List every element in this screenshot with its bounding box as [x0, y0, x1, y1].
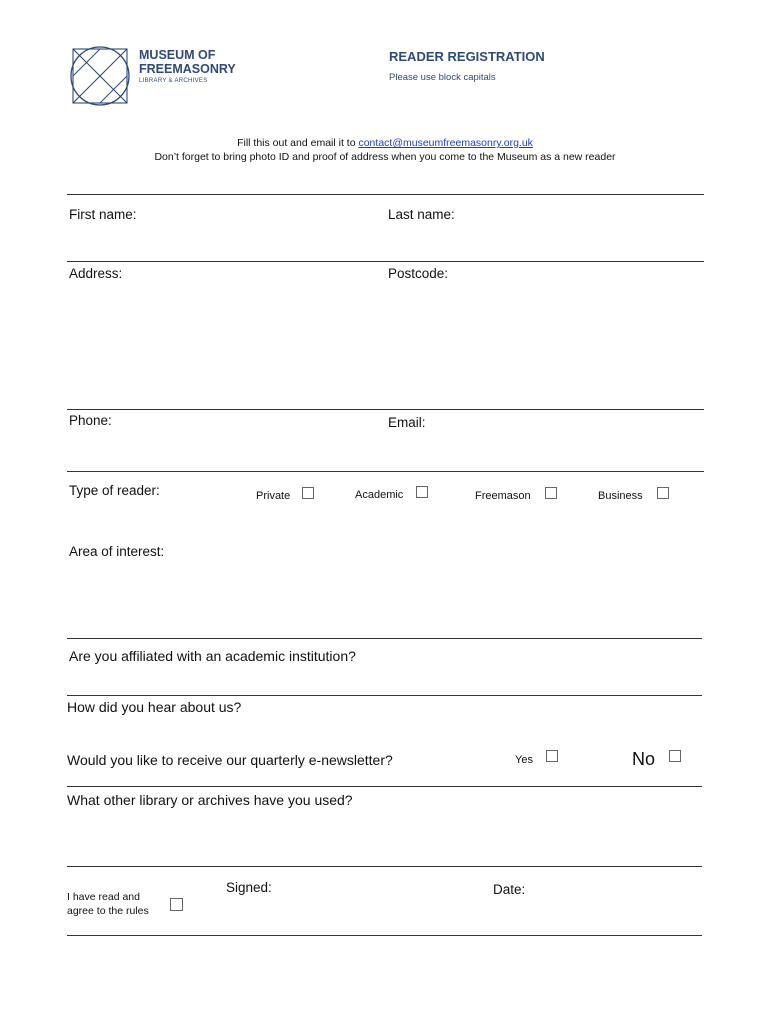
phone-label: Phone: [69, 413, 112, 428]
divider [67, 866, 702, 867]
reader-type-business-label: Business [598, 490, 643, 502]
area-of-interest-label: Area of interest: [69, 544, 165, 559]
last-name-label: Last name: [388, 207, 455, 222]
type-of-reader-label: Type of reader: [69, 483, 160, 498]
agree-rules-checkbox[interactable] [170, 898, 183, 911]
other-library-label: What other library or archives have you used? [67, 792, 353, 808]
agree-rules-line2: agree to the rules [67, 905, 149, 917]
contact-email-link[interactable]: contact@museumfreemasonry.org.uk [358, 137, 533, 149]
divider [67, 695, 702, 696]
reader-type-academic-label: Academic [355, 489, 404, 501]
divider [67, 194, 704, 195]
form-subtitle: Please use block capitals [389, 72, 496, 83]
form-title: READER REGISTRATION [389, 49, 545, 64]
signed-label: Signed: [226, 880, 272, 895]
divider [67, 935, 702, 936]
heard-about-label: How did you hear about us? [67, 699, 242, 715]
postcode-label: Postcode: [388, 266, 449, 281]
first-name-label: First name: [69, 207, 137, 222]
museum-logo-icon [69, 45, 131, 107]
intro-prefix: Fill this out and email it to [237, 137, 359, 149]
org-name [139, 48, 236, 76]
reader-type-freemason-checkbox[interactable] [545, 487, 557, 499]
intro-line1 [0, 137, 770, 149]
intro-line2: Don’t forget to bring photo ID and proof of address when you come to the Museum as a new reader [154, 151, 616, 163]
newsletter-yes-checkbox[interactable] [546, 750, 558, 762]
newsletter-no-checkbox[interactable] [669, 750, 681, 762]
org-name-line1: MUSEUM OF [139, 48, 216, 62]
divider [67, 261, 704, 262]
affiliated-label: Are you affiliated with an academic institution? [69, 648, 356, 664]
reader-type-private-checkbox[interactable] [302, 487, 314, 499]
org-name-line2: FREEMASONRY [139, 62, 236, 76]
divider [67, 786, 702, 787]
newsletter-yes-label: Yes [515, 754, 533, 766]
divider [67, 471, 704, 472]
reader-type-business-checkbox[interactable] [657, 487, 669, 499]
date-label: Date: [493, 882, 526, 897]
agree-rules-label [67, 890, 149, 918]
reader-type-freemason-label: Freemason [475, 490, 531, 502]
org-subtitle: LIBRARY & ARCHIVES [139, 78, 208, 84]
divider [67, 409, 704, 410]
email-label: Email: [388, 415, 426, 430]
divider [67, 638, 702, 639]
newsletter-label: Would you like to receive our quarterly e-newsletter? [67, 752, 393, 768]
newsletter-no-label: No [632, 749, 656, 769]
reader-type-academic-checkbox[interactable] [416, 486, 428, 498]
reader-type-private-label: Private [256, 490, 291, 502]
address-label: Address: [69, 266, 123, 281]
agree-rules-line1: I have read and [67, 891, 140, 903]
